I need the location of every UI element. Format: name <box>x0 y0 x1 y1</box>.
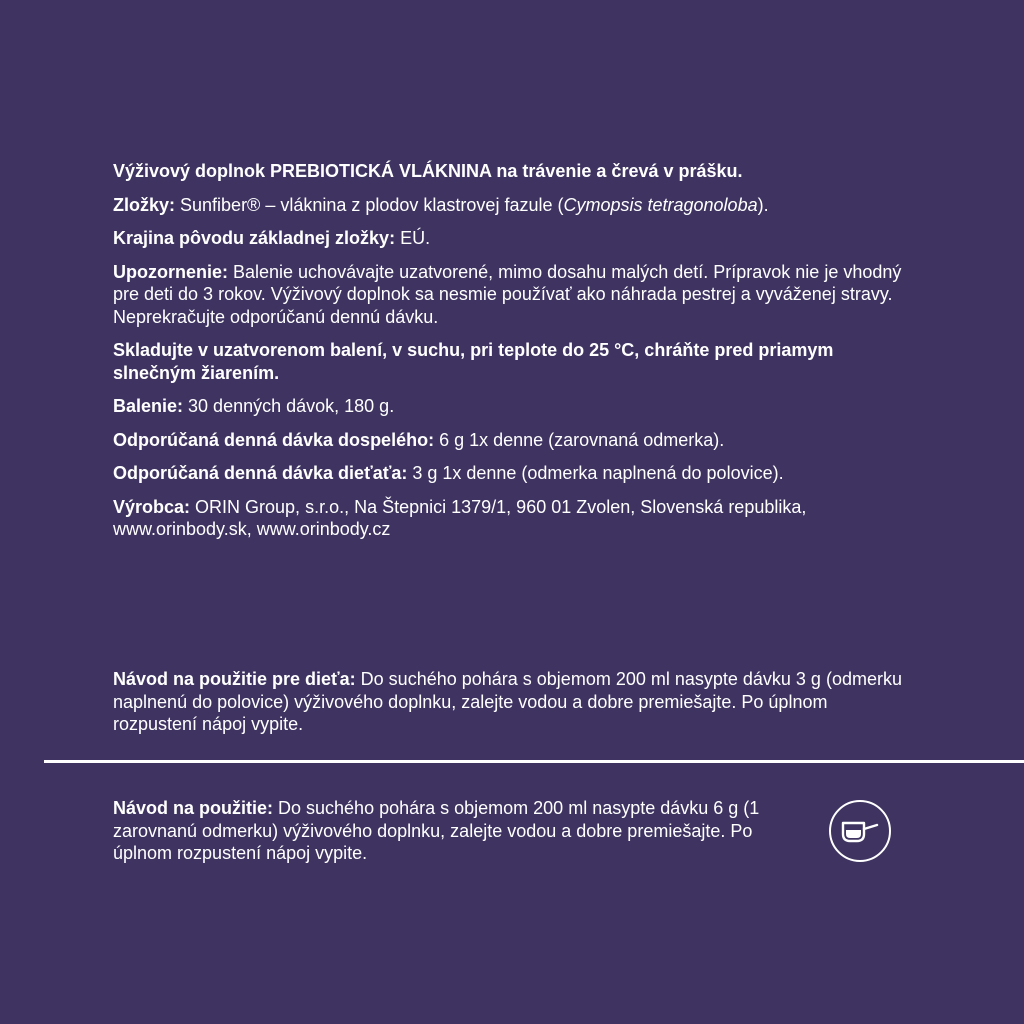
child-usage-label: Návod na použitie pre dieťa: <box>113 669 356 689</box>
ingredients-label: Zložky: <box>113 194 176 215</box>
storage <box>113 339 903 384</box>
package <box>113 395 903 418</box>
adult-dose-label: Odporúčaná denná dávka dospelého: <box>113 429 435 450</box>
storage-text: Skladujte v uzatvorenom balení, v suchu, pri teplote do 25 °C, chráňte pred priamym slnečným žiarením. <box>113 340 834 383</box>
warning-label: Upozornenie: <box>113 261 228 282</box>
ingredients-text-end: ). <box>757 194 769 215</box>
origin-label: Krajina pôvodu základnej zložky: <box>113 228 396 248</box>
ingredients-text: Sunfiber® – vláknina z plodov klastrovej fazule ( <box>175 194 564 215</box>
product-intro <box>113 160 903 183</box>
child-dose <box>113 462 903 485</box>
warning-text: Balenie uchovávajte uzatvorené, mimo dosahu malých detí. Prípravok nie je vhodný pre deti do 3 rokov. Výživový doplnok sa nesmie používať ako náhrada pestrej a vyváženej stravy. Neprekračujte odporúčanú dennú dávku. <box>113 261 902 327</box>
adult-dose-text: 6 g 1x denne (zarovnaná odmerka). <box>434 429 725 450</box>
manufacturer-text: ORIN Group, s.r.o., Na Štepnici 1379/1, 960 01 Zvolen, Slovenská republika, www.orinbody.sk, www.orinbody.cz <box>113 496 807 539</box>
ingredients <box>113 194 903 217</box>
adult-dose <box>113 429 903 452</box>
child-dose-label: Odporúčaná denná dávka dieťaťa: <box>113 463 408 483</box>
child-dose-text: 3 g 1x denne (odmerka naplnená do polovice). <box>407 463 784 483</box>
measuring-scoop-icon <box>828 799 892 863</box>
manufacturer-label: Výrobca: <box>113 496 191 517</box>
origin <box>113 227 903 250</box>
warning <box>113 261 903 329</box>
ingredients-latin-name: Cymopsis tetragonoloba <box>563 194 758 215</box>
package-label: Balenie: <box>113 396 184 416</box>
package-text: 30 denných dávok, 180 g. <box>183 396 395 416</box>
child-usage-text: Do suchého pohára s objemom 200 ml nasypte dávku 3 g (odmerku naplnenú do polovice) výživového doplnku, zalejte vodou a dobre premiešajte. Po úplnom rozpustení nápoj vypite. <box>113 669 902 734</box>
label-text-block <box>113 160 903 552</box>
adult-usage-label: Návod na použitie: <box>113 798 274 818</box>
section-divider <box>44 760 1024 763</box>
adult-usage-text: Do suchého pohára s objemom 200 ml nasypte dávku 6 g (1 zarovnanú odmerku) výživového doplnku, zalejte vodou a dobre premiešajte. Po úplnom rozpustení nápoj vypite. <box>113 798 760 863</box>
adult-usage-instructions <box>113 797 803 865</box>
origin-text: EÚ. <box>395 228 431 248</box>
product-intro-text: Výživový doplnok PREBIOTICKÁ VLÁKNINA na trávenie a črevá v prášku. <box>113 161 743 181</box>
manufacturer <box>113 496 903 541</box>
child-usage-instructions <box>113 668 903 736</box>
